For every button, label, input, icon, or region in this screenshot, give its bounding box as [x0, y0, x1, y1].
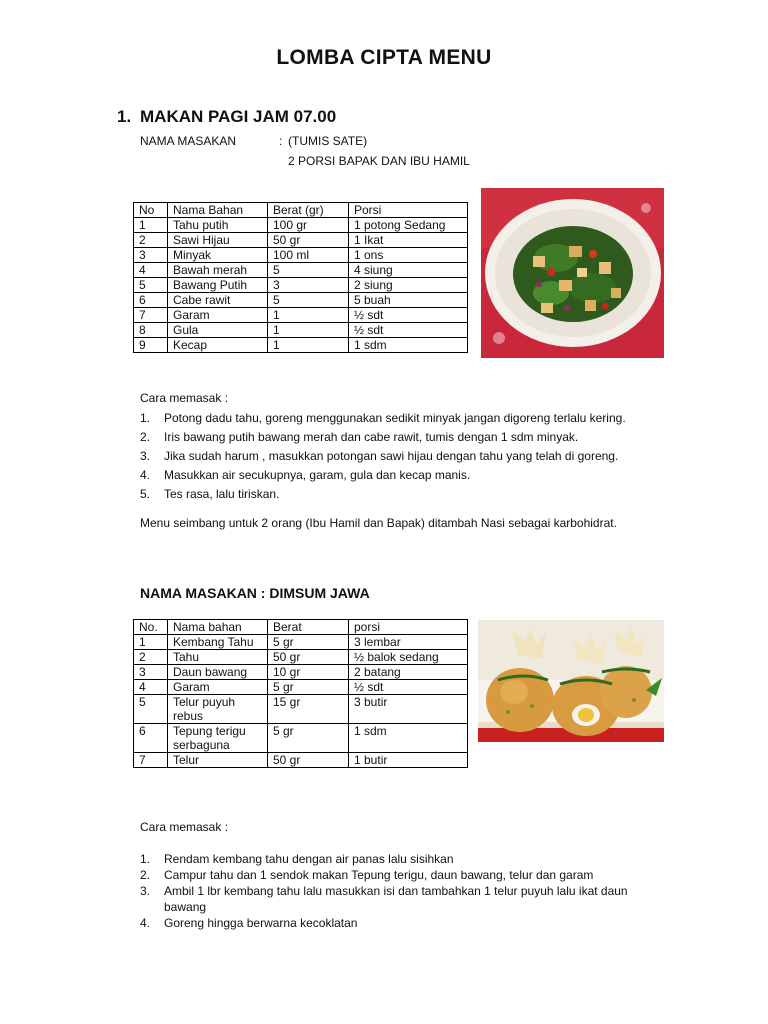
list-item [140, 466, 680, 485]
tumis-photo [481, 188, 664, 358]
table-cell: Gula [168, 323, 268, 338]
table-header-row [134, 203, 468, 218]
dimsum-photo-illustration [478, 620, 664, 742]
table-cell: 2 batang [349, 665, 468, 680]
cara-memasak-label-2: Cara memasak : [140, 820, 229, 834]
table-cell: Kecap [168, 338, 268, 353]
table-row [134, 323, 468, 338]
table-cell: 3 lembar [349, 635, 468, 650]
table-cell: 4 [134, 263, 168, 278]
step-number: 3. [140, 884, 151, 898]
table-cell: 2 [134, 650, 168, 665]
step-text: Masukkan air secukupnya, garam, gula dan kecap manis. [164, 468, 471, 482]
table-header-cell: Berat (gr) [268, 203, 349, 218]
table-header-cell: Porsi [349, 203, 468, 218]
tumis-photo-illustration [481, 188, 664, 358]
table-cell: Sawi Hijau [168, 233, 268, 248]
ingredients-table-1 [133, 202, 468, 353]
table-header-cell: Berat [268, 620, 349, 635]
step-text: Iris bawang putih bawang merah dan cabe rawit, tumis dengan 1 sdm minyak. [164, 430, 579, 444]
table-cell: 1 potong Sedang [349, 218, 468, 233]
table-cell: 4 [134, 680, 168, 695]
table-cell: 2 siung [349, 278, 468, 293]
table-header-cell: No. [134, 620, 168, 635]
table-cell: 10 gr [268, 665, 349, 680]
table-row [134, 233, 468, 248]
table-row [134, 278, 468, 293]
table-cell: 5 [134, 695, 168, 724]
step-number: 1. [140, 411, 151, 425]
table-cell: 15 gr [268, 695, 349, 724]
table-row [134, 724, 468, 753]
table-cell: 1 sdm [349, 724, 468, 753]
cara-memasak-label-1: Cara memasak : [140, 391, 229, 405]
step-number: 1. [140, 852, 151, 866]
table-cell: Kembang Tahu [168, 635, 268, 650]
table-cell: 2 [134, 233, 168, 248]
table-cell: Daun bawang [168, 665, 268, 680]
table-row [134, 293, 468, 308]
list-item [140, 428, 680, 447]
table-row [134, 635, 468, 650]
step-number: 2. [140, 430, 151, 444]
table-cell: 3 [134, 248, 168, 263]
table-cell: 7 [134, 308, 168, 323]
table-cell: 50 gr [268, 233, 349, 248]
step-text: Potong dadu tahu, goreng menggunakan sedikit minyak jangan digoreng terlalu kering. [164, 411, 626, 425]
table-cell: Bawah merah [168, 263, 268, 278]
step-text: Rendam kembang tahu dengan air panas lalu sisihkan [164, 852, 454, 866]
table-header-cell: No [134, 203, 168, 218]
table-cell: Tahu putih [168, 218, 268, 233]
list-item [140, 883, 680, 915]
table-row [134, 263, 468, 278]
step-number: 4. [140, 468, 151, 482]
table-header-row [134, 620, 468, 635]
step-number: 5. [140, 487, 151, 501]
step-text: Goreng hingga berwarna kecoklatan [164, 916, 358, 930]
table-cell: 5 [134, 278, 168, 293]
dish-portion: 2 PORSI BAPAK DAN IBU HAMIL [288, 154, 470, 168]
dish-name: (TUMIS SATE) [288, 134, 368, 148]
table-cell: 3 [268, 278, 349, 293]
table-cell: 50 gr [268, 650, 349, 665]
step-text: Ambil 1 lbr kembang tahu lalu masukkan isi dan tambahkan 1 telur puyuh lalu ikat daun bawang [164, 884, 628, 914]
table-cell: 1 ons [349, 248, 468, 263]
table-cell: 100 gr [268, 218, 349, 233]
table-row [134, 695, 468, 724]
table-cell: 100 ml [268, 248, 349, 263]
table-cell: Garam [168, 680, 268, 695]
table-cell: 5 gr [268, 724, 349, 753]
step-text: Tes rasa, lalu tiriskan. [164, 487, 280, 501]
table-cell: 3 butir [349, 695, 468, 724]
table-cell: 5 buah [349, 293, 468, 308]
table-cell: 5 [268, 263, 349, 278]
table-cell: 1 sdm [349, 338, 468, 353]
table-cell: 1 [268, 323, 349, 338]
table-cell: 1 [268, 338, 349, 353]
table-cell: 50 gr [268, 753, 349, 768]
table-cell: 1 Ikat [349, 233, 468, 248]
table-cell: 8 [134, 323, 168, 338]
table-cell: 5 gr [268, 635, 349, 650]
table-row [134, 753, 468, 768]
table-cell: 1 butir [349, 753, 468, 768]
table-cell: Garam [168, 308, 268, 323]
step-text: Jika sudah harum , masukkan potongan sawi hijau dengan tahu yang telah di goreng. [164, 449, 619, 463]
page-title: LOMBA CIPTA MENU [276, 46, 492, 69]
steps-list-2 [140, 851, 680, 931]
table-row [134, 338, 468, 353]
menu-note: Menu seimbang untuk 2 orang (Ibu Hamil dan Bapak) ditambah Nasi sebagai karbohidrat. [140, 516, 617, 530]
table-cell: 3 [134, 665, 168, 680]
table-row [134, 248, 468, 263]
table-cell: 9 [134, 338, 168, 353]
table-row [134, 680, 468, 695]
table-cell: Bawang Putih [168, 278, 268, 293]
dish-label: NAMA MASAKAN [140, 134, 237, 148]
table-header-cell: Nama Bahan [168, 203, 268, 218]
step-number: 3. [140, 449, 151, 463]
table-cell: 5 [268, 293, 349, 308]
table-cell: Tahu [168, 650, 268, 665]
table-cell: Telur puyuh rebus [168, 695, 268, 724]
ingredients-table-2 [133, 619, 468, 768]
step-text: Campur tahu dan 1 sendok makan Tepung terigu, daun bawang, telur dan garam [164, 868, 594, 882]
table-cell: 4 siung [349, 263, 468, 278]
table-row [134, 665, 468, 680]
table-header-cell: Nama bahan [168, 620, 268, 635]
step-number: 2. [140, 868, 151, 882]
list-item [140, 851, 680, 867]
table-cell: 7 [134, 753, 168, 768]
table-cell: ½ sdt [349, 323, 468, 338]
table-cell: ½ sdt [349, 680, 468, 695]
steps-list-1 [140, 409, 680, 504]
table-cell: Telur [168, 753, 268, 768]
table-cell: Cabe rawit [168, 293, 268, 308]
section1-heading: MAKAN PAGI JAM 07.00 [140, 107, 337, 126]
list-item [140, 485, 680, 504]
table-cell: 6 [134, 293, 168, 308]
table-cell: ½ sdt [349, 308, 468, 323]
section2-heading: NAMA MASAKAN : DIMSUM JAWA [140, 585, 370, 601]
list-item [140, 447, 680, 466]
table-cell: Minyak [168, 248, 268, 263]
step-number: 4. [140, 916, 151, 930]
table-cell: 6 [134, 724, 168, 753]
table-cell: 1 [134, 635, 168, 650]
dimsum-photo [478, 620, 664, 742]
table-row [134, 650, 468, 665]
table-cell: 1 [134, 218, 168, 233]
table-cell: ½ balok sedang [349, 650, 468, 665]
section1-number: 1. [117, 107, 132, 126]
table-cell: Tepung terigu serbaguna [168, 724, 268, 753]
table-cell: 5 gr [268, 680, 349, 695]
list-item [140, 915, 680, 931]
table-row [134, 218, 468, 233]
table-row [134, 308, 468, 323]
table-cell: 1 [268, 308, 349, 323]
list-item [140, 409, 680, 428]
table-header-cell: porsi [349, 620, 468, 635]
list-item [140, 867, 680, 883]
dish-separator: : [279, 134, 283, 148]
